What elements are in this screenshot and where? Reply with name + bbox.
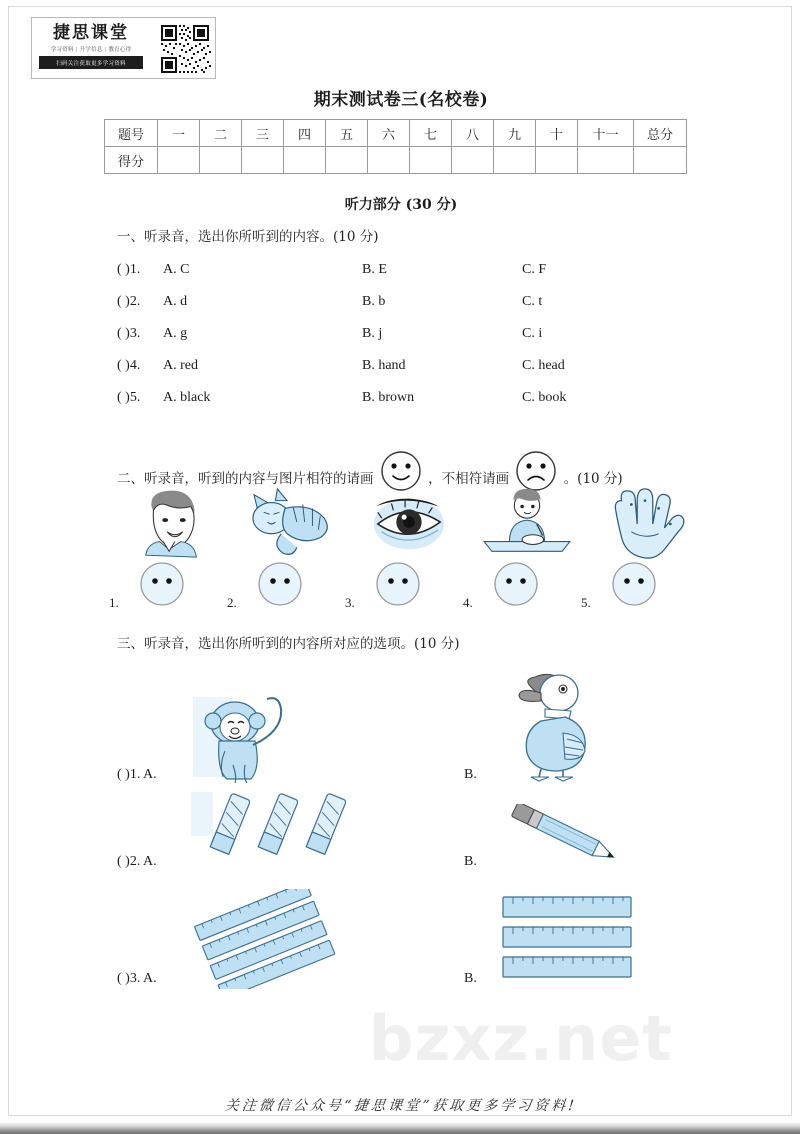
option-b-4[interactable]: B. hand bbox=[362, 358, 406, 373]
list-item bbox=[463, 485, 581, 615]
section3-option-b-2[interactable]: B. bbox=[464, 854, 477, 869]
page-content bbox=[8, 6, 792, 1116]
list-item bbox=[117, 390, 717, 409]
list-item bbox=[581, 485, 699, 615]
brand-tag-1: 升学信息 bbox=[79, 47, 103, 53]
option-a-3[interactable]: A. g bbox=[163, 326, 188, 341]
score-table bbox=[104, 119, 687, 174]
section3-answer-blank-1[interactable]: ( )1. A. bbox=[117, 767, 157, 782]
option-b-1[interactable]: B. E bbox=[362, 262, 387, 277]
list-item bbox=[117, 326, 717, 345]
page-bottom-bar bbox=[0, 1122, 800, 1134]
section2-heading-part2: ，不相符请画 bbox=[428, 471, 510, 487]
section1-heading: 一、听录音，选出你所听到的内容。(10 分) bbox=[117, 229, 379, 245]
score-table-row-label: 题号 bbox=[105, 120, 158, 147]
three-crayons-icon bbox=[191, 792, 361, 872]
listening-part-heading: 听力部分 (30 分) bbox=[344, 197, 458, 213]
hand-icon bbox=[595, 485, 695, 563]
answer-blank-5[interactable]: ( )5. bbox=[117, 390, 141, 405]
option-a-4[interactable]: A. red bbox=[163, 358, 198, 373]
col-8: 八 bbox=[452, 120, 494, 147]
col-11: 十一 bbox=[578, 120, 634, 147]
list-item bbox=[227, 485, 345, 615]
brand-header bbox=[31, 17, 216, 79]
list-item bbox=[117, 358, 717, 377]
answer-blank-2[interactable]: ( )2. bbox=[117, 294, 141, 309]
score-cell-1[interactable] bbox=[158, 147, 200, 174]
score-cell-total[interactable] bbox=[634, 147, 687, 174]
score-cell-11[interactable] bbox=[578, 147, 634, 174]
answer-face-circle-1[interactable] bbox=[139, 561, 185, 607]
brand-tag-2: 教育心得 bbox=[108, 47, 132, 53]
picture-number-3: 3. bbox=[345, 595, 355, 610]
score-cell-4[interactable] bbox=[284, 147, 326, 174]
col-5: 五 bbox=[326, 120, 368, 147]
option-c-4[interactable]: C. head bbox=[522, 358, 565, 373]
option-a-5[interactable]: A. black bbox=[163, 390, 211, 405]
boy-face-mouth-icon bbox=[123, 485, 223, 563]
duck-icon bbox=[501, 667, 611, 782]
option-b-2[interactable]: B. b bbox=[362, 294, 386, 309]
monkey-icon bbox=[191, 679, 311, 789]
section3-option-b-1[interactable]: B. bbox=[464, 767, 477, 782]
score-cell-5[interactable] bbox=[326, 147, 368, 174]
section2-picture-strip bbox=[109, 485, 729, 615]
section3-option-b-3[interactable]: B. bbox=[464, 971, 477, 986]
list-item bbox=[9, 667, 792, 792]
footer-divider bbox=[17, 1115, 792, 1116]
section2-heading-part1: 二、听录音，听到的内容与图片相符的请画 bbox=[117, 471, 374, 487]
brand-left bbox=[35, 20, 147, 76]
list-item bbox=[117, 294, 717, 313]
list-item bbox=[117, 262, 717, 281]
brand-tagline: 学习资料 | 升学信息 | 教育心得 bbox=[50, 47, 132, 53]
option-c-2[interactable]: C. t bbox=[522, 294, 543, 309]
brand-tag-0: 学习资料 bbox=[50, 47, 74, 53]
answer-blank-3[interactable]: ( )3. bbox=[117, 326, 141, 341]
score-cell-10[interactable] bbox=[536, 147, 578, 174]
col-7: 七 bbox=[410, 120, 452, 147]
col-6: 六 bbox=[368, 120, 410, 147]
section3-heading: 三、听录音，选出你所听到的内容所对应的选项。(10 分) bbox=[117, 636, 460, 652]
qr-code-icon bbox=[159, 23, 211, 75]
col-4: 四 bbox=[284, 120, 326, 147]
score-cell-6[interactable] bbox=[368, 147, 410, 174]
option-c-3[interactable]: C. i bbox=[522, 326, 543, 341]
table-row-header bbox=[105, 120, 687, 147]
score-cell-3[interactable] bbox=[242, 147, 284, 174]
section2-heading-part3: 。(10 分) bbox=[563, 471, 623, 487]
col-3: 三 bbox=[242, 120, 284, 147]
option-b-5[interactable]: B. brown bbox=[362, 390, 415, 405]
score-cell-8[interactable] bbox=[452, 147, 494, 174]
score-row-label: 得分 bbox=[105, 147, 158, 174]
list-item bbox=[9, 889, 792, 994]
cat-icon bbox=[241, 485, 341, 563]
list-item bbox=[9, 792, 792, 882]
option-a-1[interactable]: A. C bbox=[163, 262, 190, 277]
list-item bbox=[345, 485, 463, 615]
option-c-1[interactable]: C. F bbox=[522, 262, 547, 277]
col-1: 一 bbox=[158, 120, 200, 147]
four-diagonal-rulers-icon bbox=[191, 889, 361, 989]
col-10: 十 bbox=[536, 120, 578, 147]
picture-number-1: 1. bbox=[109, 595, 119, 610]
watermark: bzxz.net bbox=[369, 1002, 673, 1075]
answer-face-circle-4[interactable] bbox=[493, 561, 539, 607]
answer-blank-4[interactable]: ( )4. bbox=[117, 358, 141, 373]
col-total: 总分 bbox=[634, 120, 687, 147]
score-cell-2[interactable] bbox=[200, 147, 242, 174]
answer-blank-1[interactable]: ( )1. bbox=[117, 262, 141, 277]
picture-number-5: 5. bbox=[581, 595, 591, 610]
score-cell-7[interactable] bbox=[410, 147, 452, 174]
section3-answer-blank-2[interactable]: ( )2. A. bbox=[117, 854, 157, 869]
table-row-scores bbox=[105, 147, 687, 174]
brand-cta: 扫码关注获取更多学习资料 bbox=[39, 56, 143, 69]
answer-face-circle-3[interactable] bbox=[375, 561, 421, 607]
boy-eating-icon bbox=[477, 485, 577, 563]
three-rulers-icon bbox=[499, 895, 649, 985]
pencil-icon bbox=[501, 804, 631, 864]
col-9: 九 bbox=[494, 120, 536, 147]
score-cell-9[interactable] bbox=[494, 147, 536, 174]
col-2: 二 bbox=[200, 120, 242, 147]
picture-number-4: 4. bbox=[463, 595, 473, 610]
brand-name: 捷思课堂 bbox=[53, 23, 129, 43]
picture-number-2: 2. bbox=[227, 595, 237, 610]
option-c-5[interactable]: C. book bbox=[522, 390, 567, 405]
footer-note: 关注微信公众号“捷思课堂”获取更多学习资料! bbox=[224, 1098, 578, 1114]
answer-face-circle-5[interactable] bbox=[611, 561, 657, 607]
option-b-3[interactable]: B. j bbox=[362, 326, 383, 341]
eye-icon bbox=[359, 485, 459, 563]
option-a-2[interactable]: A. d bbox=[163, 294, 188, 309]
list-item bbox=[109, 485, 227, 615]
page-title: 期末测试卷三(名校卷) bbox=[313, 90, 489, 110]
answer-face-circle-2[interactable] bbox=[257, 561, 303, 607]
section3-answer-blank-3[interactable]: ( )3. A. bbox=[117, 971, 157, 986]
